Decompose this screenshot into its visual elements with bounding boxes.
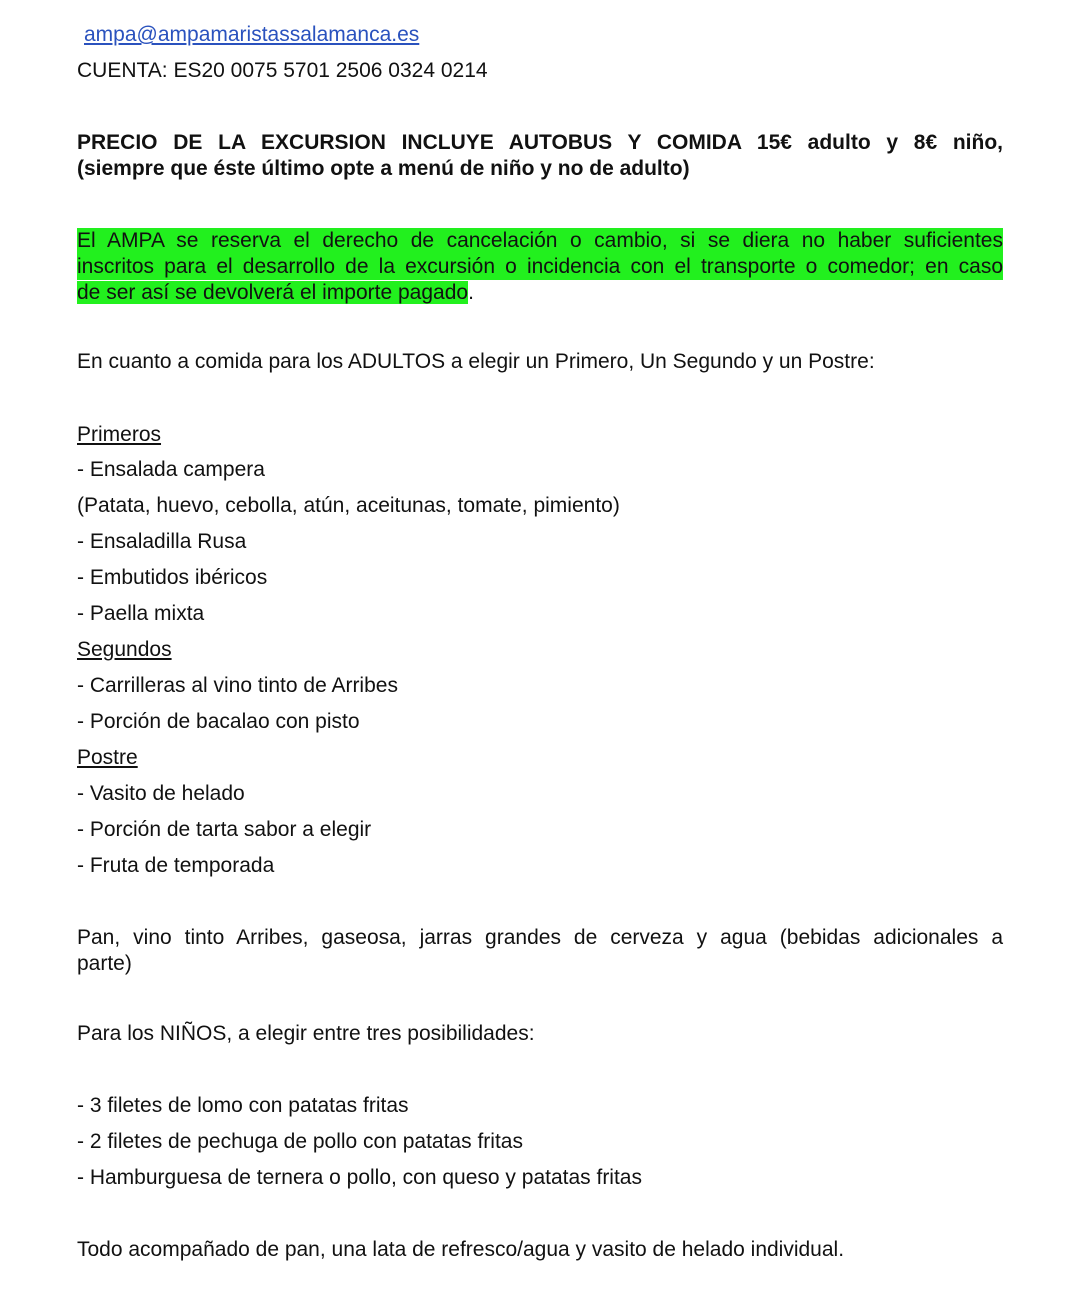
postre-item: - Fruta de temporada: [77, 854, 275, 877]
email-link[interactable]: ampa@ampamaristassalamanca.es: [84, 23, 420, 46]
kids-closing: Todo acompañado de pan, una lata de refresco/agua y vasito de helado individual.: [77, 1238, 845, 1261]
notice-line-1: El AMPA se reserva el derecho de cancelación o cambio, si se diera no haber suficientes: [77, 229, 1003, 252]
primeros-item: - Embutidos ibéricos: [77, 566, 268, 589]
postre-heading: Postre: [77, 746, 138, 769]
segundos-item: - Carrilleras al vino tinto de Arribes: [77, 674, 398, 697]
segundos-item: - Porción de bacalao con pisto: [77, 710, 360, 733]
drinks-paragraph: [77, 925, 1003, 977]
kids-intro: Para los NIÑOS, a elegir entre tres posibilidades:: [77, 1022, 535, 1045]
segundos-heading: Segundos: [77, 638, 172, 661]
notice-line-3-wrap: [77, 280, 1003, 306]
price-line-1: PRECIO DE LA EXCURSION INCLUYE AUTOBUS Y COMIDA 15€ adulto y 8€ niño,: [77, 131, 1003, 154]
kids-option: - Hamburguesa de ternera o pollo, con queso y patatas fritas: [77, 1166, 642, 1189]
price-line-2: (siempre que éste último opte a menú de niño y no de adulto): [77, 157, 690, 180]
primeros-item: - Paella mixta: [77, 602, 205, 625]
price-statement: [77, 130, 1003, 182]
postre-item: - Porción de tarta sabor a elegir: [77, 818, 372, 841]
notice-line-3-end: .: [468, 281, 474, 304]
notice-line-3: de ser así se devolverá el importe pagado: [77, 281, 469, 304]
drinks-line-2: parte): [77, 952, 132, 975]
cancellation-notice: [77, 228, 1003, 306]
drinks-line-1: Pan, vino tinto Arribes, gaseosa, jarras grandes de cerveza y agua (bebidas adicionales a: [77, 926, 1003, 949]
primeros-item: (Patata, huevo, cebolla, atún, aceitunas, tomate, pimiento): [77, 494, 620, 517]
kids-option: - 2 filetes de pechuga de pollo con patatas fritas: [77, 1130, 523, 1153]
primeros-heading: Primeros: [77, 423, 162, 446]
kids-option: - 3 filetes de lomo con patatas fritas: [77, 1094, 409, 1117]
notice-line-2: inscritos para el desarrollo de la excursión o incidencia con el transporte o comedor; en caso: [77, 255, 1003, 278]
postre-item: - Vasito de helado: [77, 782, 245, 805]
primeros-item: - Ensaladilla Rusa: [77, 530, 247, 553]
adults-intro: En cuanto a comida para los ADULTOS a elegir un Primero, Un Segundo y un Postre:: [77, 350, 875, 373]
bank-account: CUENTA: ES20 0075 5701 2506 0324 0214: [77, 59, 488, 82]
primeros-item: - Ensalada campera: [77, 458, 265, 481]
